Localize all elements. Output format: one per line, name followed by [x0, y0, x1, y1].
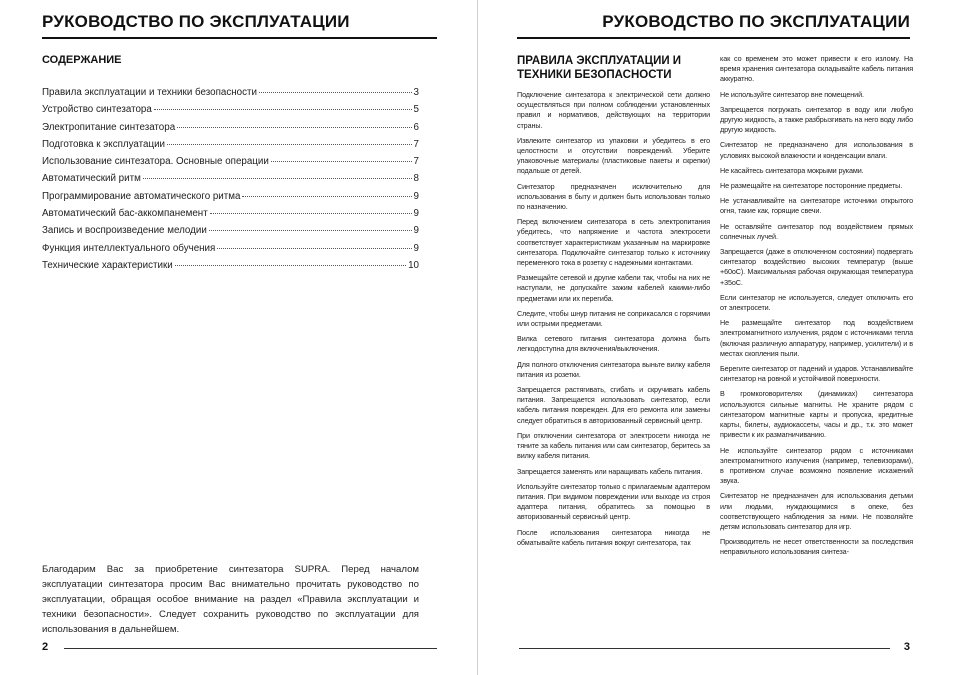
- toc-leader-dots: [217, 248, 411, 249]
- safety-paragraph: Извлеките синтезатор из упаковки и убедитесь в его целостности и отсутствии повреждений. Уберите упаковочные материалы (пластиковые пакеты и скрепки) подальше от детей.: [517, 135, 710, 176]
- safety-paragraph: Синтезатор предназначен исключительно для использования в быту и должен быть использован только по назначению.: [517, 181, 710, 212]
- toc-entry-page: 7: [413, 156, 419, 168]
- safety-paragraph: Подключение синтезатора к электрической сети должно осуществляться при полном соблюдении установленных правил и нормативов, действующих на территории страны.: [517, 90, 710, 130]
- safety-paragraph: Запрещается заменять или наращивать кабель питания.: [517, 466, 703, 476]
- toc-leader-dots: [242, 196, 411, 197]
- toc-entry-page: 5: [413, 104, 419, 116]
- safety-paragraph: Если синтезатор не используется, следует отключить его от электросети.: [720, 292, 913, 313]
- text-column-left: [517, 54, 710, 626]
- safety-paragraph: В громкоговорителях (динамиках) синтезатора используются сильные магниты. Не храните рядом с синтезатором магнитные карты и пропуска, кредитные карты, билеты, аудиокассеты, часы и др., т.к. это может привести к их размагничиванию.: [720, 389, 913, 440]
- header-rule: [42, 37, 437, 39]
- safety-paragraph: Не размещайте синтезатор под воздействием электромагнитного излучения, рядом с источниками тепла (включая различную аппаратуру, например, усилители) и в местах скопления пыли.: [720, 318, 913, 358]
- toc-leader-dots: [271, 161, 412, 162]
- footer-rule: [519, 648, 890, 649]
- safety-paragraph: Вилка сетевого питания синтезатора должна быть легкодоступна для включения/выключения.: [517, 334, 710, 354]
- toc-entry-page: 3: [413, 87, 419, 98]
- safety-paragraph: Не используйте синтезатор рядом с источниками электромагнитного излучения (например, телевизорами), в противном случае возможно появление искажений звука.: [720, 445, 913, 486]
- safety-paragraph: Синтезатор не предназначено для использования в условиях высокой влажности и конденсации влаги.: [720, 140, 913, 160]
- page-number: 2: [42, 641, 49, 653]
- safety-paragraph: Используйте синтезатор только с прилагаемым адаптером питания. При видимом повреждении или выходе из строя адаптера питания, обратитесь за помощью в авторизованный сервисный центр.: [517, 481, 710, 522]
- toc-entry[interactable]: [42, 173, 419, 190]
- safety-paragraph: Берегите синтезатор от падений и ударов. Устанавливайте синтезатор на ровной и устойчивой поверхности.: [720, 364, 913, 384]
- footer-rule: [64, 648, 437, 649]
- toc-entry[interactable]: [42, 225, 419, 242]
- safety-paragraph: Не касайтесь синтезатора мокрыми руками.: [720, 165, 864, 175]
- toc-leader-dots: [177, 127, 411, 128]
- toc-entry-label: Автоматический бас-аккомпанемент: [42, 208, 208, 220]
- safety-paragraph: Синтезатор не предназначен для использования детьми или людьми, нуждающимися в опеке, без соответствующего наблюдения за ними. Не позволяйте детям использовать синтезатор для игр.: [720, 491, 913, 531]
- safety-paragraph: Запрещается растягивать, сгибать и скручивать кабель питания. Запрещается использовать синтезатор, если кабель питания поврежден. Для его ремонта или замены следует обратиться в авторизованный сервисный центр.: [517, 385, 710, 425]
- toc-entry-label: Технические характеристики: [42, 259, 173, 271]
- safety-paragraph: Производитель не несет ответственности за последствия неправильного использования синтеза-: [720, 537, 913, 557]
- toc-leader-dots: [175, 265, 406, 266]
- toc-entry-label: Запись и воспроизведение мелодии: [42, 225, 207, 237]
- toc-entry[interactable]: [42, 243, 419, 260]
- page-number: 3: [903, 641, 910, 653]
- safety-rules-columns: [517, 54, 913, 626]
- toc-entry-label: Использование синтезатора. Основные операции: [42, 156, 269, 168]
- page-header-title: РУКОВОДСТВО ПО ЭКСПЛУАТАЦИИ: [602, 12, 910, 31]
- toc-entry-label: Подготовка к эксплуатации: [42, 138, 166, 150]
- toc-entry-page: 6: [413, 121, 419, 133]
- toc-entry[interactable]: [42, 104, 419, 121]
- toc-entry-label: Правила эксплуатации и техники безопасности: [42, 87, 257, 98]
- toc-entry-label: Электропитание синтезатора: [42, 121, 176, 133]
- safety-paragraph: Не размещайте на синтезаторе посторонние предметы.: [720, 181, 903, 191]
- page-header-title: РУКОВОДСТВО ПО ЭКСПЛУАТАЦИИ: [42, 12, 350, 31]
- safety-paragraph: как со временем это может привести к его излому. На время хранения синтезатора складывайте кабель питания аккуратно.: [720, 54, 913, 84]
- toc-entry-page: 9: [413, 242, 419, 254]
- toc-entry[interactable]: [42, 139, 419, 156]
- safety-paragraph: Не используйте синтезатор вне помещений.: [720, 89, 864, 99]
- toc-entry-label: Функция интеллектуального обучения: [42, 242, 216, 254]
- toc-leader-dots: [259, 92, 412, 93]
- toc-entry[interactable]: [42, 208, 419, 225]
- header-rule: [517, 37, 910, 39]
- safety-paragraph: Запрещается погружать синтезатор в воду или любую другую жидкость, а также разбрызгивать на него воду либо другую жидкость.: [720, 104, 913, 135]
- toc-entry-page: 8: [413, 173, 419, 185]
- toc-entry[interactable]: [42, 191, 419, 208]
- table-of-contents: [42, 87, 419, 277]
- toc-entry[interactable]: [42, 122, 419, 139]
- toc-leader-dots: [167, 144, 412, 145]
- intro-paragraph: Благодарим Вас за приобретение синтезатора SUPRA. Перед началом эксплуатации синтезатора просим Вас внимательно прочитать руководство по эксплуатации, обращая особое внимание на раздел «Правила эксплуатации и техники безопасности». Следует сохранить руководство по эксплуатации для использования в дальнейшем.: [42, 564, 419, 635]
- safety-paragraph: Для полного отключения синтезатора выньте вилку кабеля питания из розетки.: [517, 359, 710, 379]
- toc-entry[interactable]: [42, 87, 419, 104]
- toc-entry-page: 9: [413, 208, 419, 220]
- toc-entry-page: 10: [408, 259, 419, 271]
- toc-entry-page: 9: [413, 190, 419, 202]
- toc-entry-label: Автоматический ритм: [42, 173, 141, 185]
- safety-paragraph: Следите, чтобы шнур питания не соприкасался с горячими или острыми предметами.: [517, 308, 710, 329]
- section-title: ПРАВИЛА ЭКСПЛУАТАЦИИ И ТЕХНИКИ БЕЗОПАСНОСТИ: [517, 55, 682, 81]
- toc-entry[interactable]: [42, 156, 419, 173]
- safety-paragraph: Размещайте сетевой и другие кабели так, чтобы на них не наступали, не допускайте зажим кабелей какими-либо предметами или их перегиба.: [517, 273, 710, 303]
- safety-paragraph: Не оставляйте синтезатор под воздействием прямых солнечных лучей.: [720, 221, 913, 241]
- toc-entry-page: 7: [413, 138, 419, 150]
- safety-paragraph: Перед включением синтезатора в сеть электропитания убедитесь, что напряжение и частота электросети соответствует характеристикам указанным на маркировке синтезатора. Подключайте синтезатор только к источнику переменного тока в розетку с надежными контактами.: [517, 217, 710, 268]
- toc-entry-label: Программирование автоматического ритма: [42, 190, 241, 202]
- toc-entry-page: 9: [413, 225, 419, 237]
- safety-paragraph: Не устанавливайте на синтезаторе источники открытого огня, такие как, горящие свечи.: [720, 196, 913, 216]
- safety-paragraph: Запрещается (даже в отключенном состоянии) подвергать синтезатор воздействию высоких температур (выше +60оС). Максимальная рабочая окружающая температура +35оС.: [720, 247, 913, 287]
- toc-leader-dots: [209, 230, 412, 231]
- toc-title: СОДЕРЖАНИЕ: [42, 54, 122, 66]
- safety-paragraph: После использования синтезатора никогда не обматывайте кабель питания вокруг синтезатора, так: [517, 527, 710, 547]
- toc-entry-label: Устройство синтезатора: [42, 104, 152, 116]
- text-column-right: [720, 54, 913, 626]
- toc-entry[interactable]: [42, 260, 419, 277]
- toc-leader-dots: [210, 213, 412, 214]
- safety-paragraph: При отключении синтезатора от электросети никогда не тяните за кабель питания или сам синтезатор, беритесь за вилку кабеля питания.: [517, 430, 710, 461]
- toc-leader-dots: [143, 178, 412, 179]
- toc-leader-dots: [154, 109, 412, 110]
